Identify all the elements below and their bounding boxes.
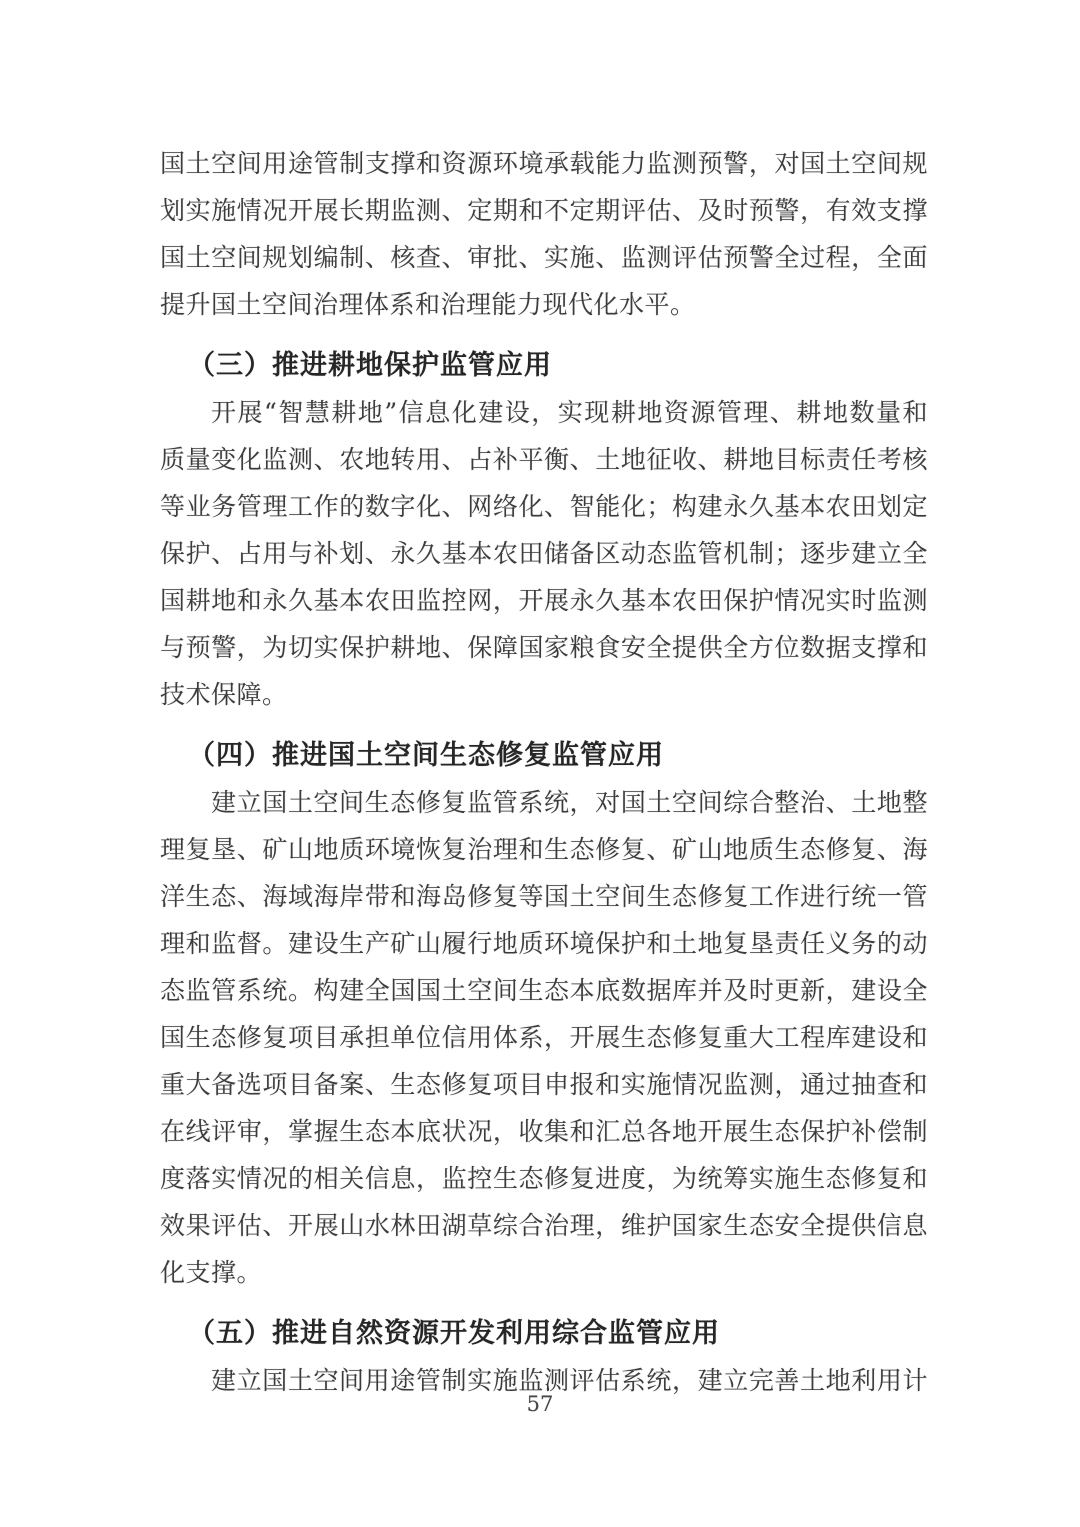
text-line: 建立国土空间用途管制实施监测评估系统，建立完善土地利用计 <box>211 1366 928 1395</box>
paragraph-eco-restoration <box>160 779 928 1296</box>
text-line: 划实施情况开展长期监测、定期和不定期评估、及时预警，有效支撑 <box>160 196 928 225</box>
page-footer <box>0 1392 1080 1416</box>
text-line: 国生态修复项目承担单位信用体系，开展生态修复重大工程库建设和 <box>160 1023 928 1052</box>
section-heading-3: （三）推进耕地保护监管应用 <box>188 350 552 381</box>
text-line: 国耕地和永久基本农田监控网，开展永久基本农田保护情况实时监测 <box>160 586 928 615</box>
text-line: 化支撑。 <box>160 1258 263 1287</box>
text-line: 重大备选项目备案、生态修复项目申报和实施情况监测，通过抽查和 <box>160 1070 928 1099</box>
text-line: 质量变化监测、农地转用、占补平衡、土地征收、耕地目标责任考核 <box>160 445 928 474</box>
text-line: 国土空间规划编制、核查、审批、实施、监测评估预警全过程，全面 <box>160 243 928 272</box>
text-line: 洋生态、海域海岸带和海岛修复等国土空间生态修复工作进行统一管 <box>160 882 928 911</box>
text-line: 国土空间用途管制支撑和资源环境承载能力监测预警，对国土空间规 <box>160 149 928 178</box>
text-line: 技术保障。 <box>160 680 288 709</box>
text-line: 与预警，为切实保护耕地、保障国家粮食安全提供全方位数据支撑和 <box>160 633 928 662</box>
text-line: 等业务管理工作的数字化、网络化、智能化；构建永久基本农田划定 <box>160 492 928 521</box>
paragraph-intro-continuation <box>160 140 928 328</box>
text-line: 理和监督。建设生产矿山履行地质环境保护和土地复垦责任义务的动 <box>160 929 928 958</box>
text-line: 度落实情况的相关信息，监控生态修复进度，为统筹实施生态修复和 <box>160 1164 928 1193</box>
text-line: 建立国土空间生态修复监管系统，对国土空间综合整治、土地整 <box>211 788 928 817</box>
text-line: 在线评审，掌握生态本底状况，收集和汇总各地开展生态保护补偿制 <box>160 1117 928 1146</box>
text-line: 理复垦、矿山地质环境恢复治理和生态修复、矿山地质生态修复、海 <box>160 835 928 864</box>
text-line: 开展“智慧耕地”信息化建设，实现耕地资源管理、耕地数量和 <box>211 398 928 427</box>
page-number: 57 <box>526 1392 554 1416</box>
text-line: 效果评估、开展山水林田湖草综合治理，维护国家生态安全提供信息 <box>160 1211 928 1240</box>
document-content <box>160 140 928 1404</box>
text-line: 提升国土空间治理体系和治理能力现代化水平。 <box>160 290 696 319</box>
section-heading-5: （五）推进自然资源开发利用综合监管应用 <box>188 1318 720 1349</box>
text-line: 态监管系统。构建全国国土空间生态本底数据库并及时更新，建设全 <box>160 976 928 1005</box>
paragraph-farmland-protection <box>160 389 928 718</box>
section-heading-4: （四）推进国土空间生态修复监管应用 <box>188 740 664 771</box>
text-line: 保护、占用与补划、永久基本农田储备区动态监管机制；逐步建立全 <box>160 539 928 568</box>
